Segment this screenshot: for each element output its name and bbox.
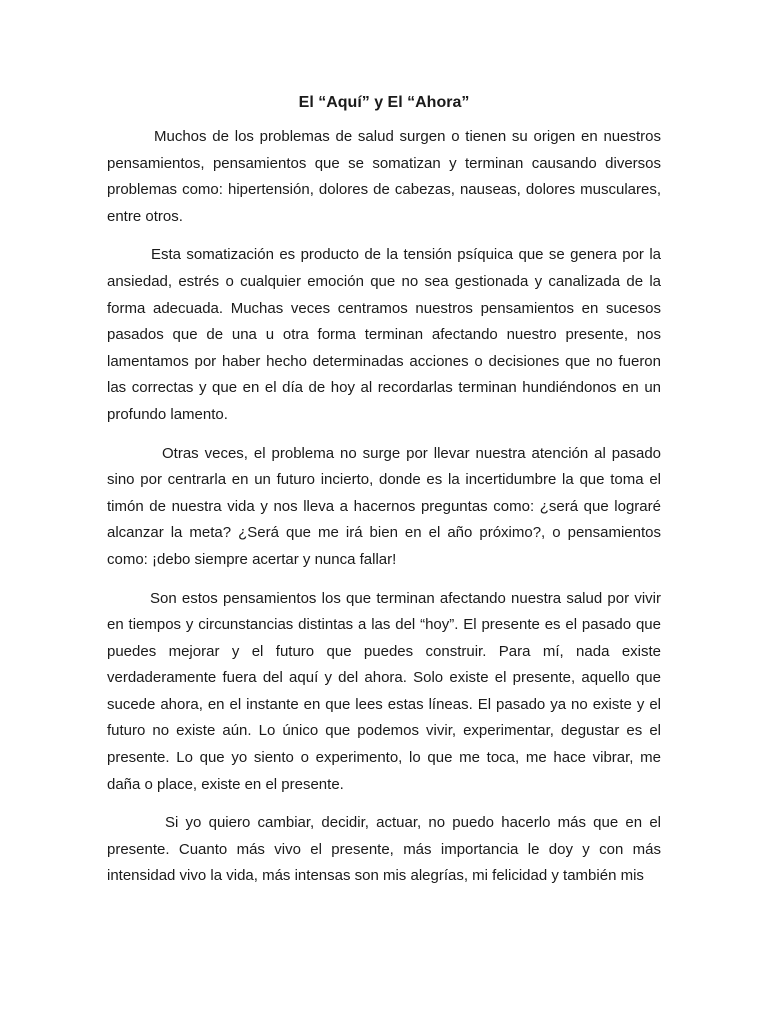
paragraph-2: Esta somatización es producto de la tensión psíquica que se genera por la ansiedad, estrés o cualquier emoción que no sea gestionada y canalizada de la forma adecuada. Muchas veces centramos nuestros pensamientos en sucesos pasados que de una u otra forma terminan afectando nuestro presente, nos lamentamos por haber hecho determinadas acciones o decisiones que no fueron las correctas y que en el día de hoy al recordarlas terminan hundiéndonos en un profundo lamento. <box>107 246 661 423</box>
document-title: El “Aquí” y El “Ahora” <box>298 94 470 111</box>
paragraph-4: Son estos pensamientos los que terminan afectando nuestra salud por vivir en tiempos y circunstancias distintas a las del “hoy”. El presente es el pasado que puedes mejorar y el futuro que puedes construir. Para mí, nada existe verdaderamente fuera del aquí y del ahora. Solo existe el presente, aquello que sucede ahora, en el instante en que lees estas líneas. El pasado ya no existe y el futuro no existe aún. Lo único que podemos vivir, experimentar, degustar es el presente. Lo que yo siento o experimento, lo que me toca, me hace vibrar, me daña o place, existe en el presente. <box>107 589 661 793</box>
paragraph-3: Otras veces, el problema no surge por llevar nuestra atención al pasado sino por centrarla en un futuro incierto, donde es la incertidumbre la que toma el timón de nuestra vida y nos lleva a hacernos preguntas como: ¿será que lograré alcanzar la meta? ¿Será que me irá bien en el año próximo?, o pensamientos como: ¡debo siempre acertar y nunca fallar! <box>107 444 661 568</box>
paragraph-1: Muchos de los problemas de salud surgen o tienen su origen en nuestros pensamientos, pensamientos que se somatizan y terminan causando diversos problemas como: hipertensión, dolores de cabezas, nauseas, dolores musculares, entre otros. <box>107 128 661 225</box>
document-body <box>107 124 661 902</box>
paragraph-5: Si yo quiero cambiar, decidir, actuar, no puedo hacerlo más que en el presente. Cuanto más vivo el presente, más importancia le doy y con más intensidad vivo la vida, más intensas son mis alegrías, mi felicidad y también mis <box>107 814 661 885</box>
